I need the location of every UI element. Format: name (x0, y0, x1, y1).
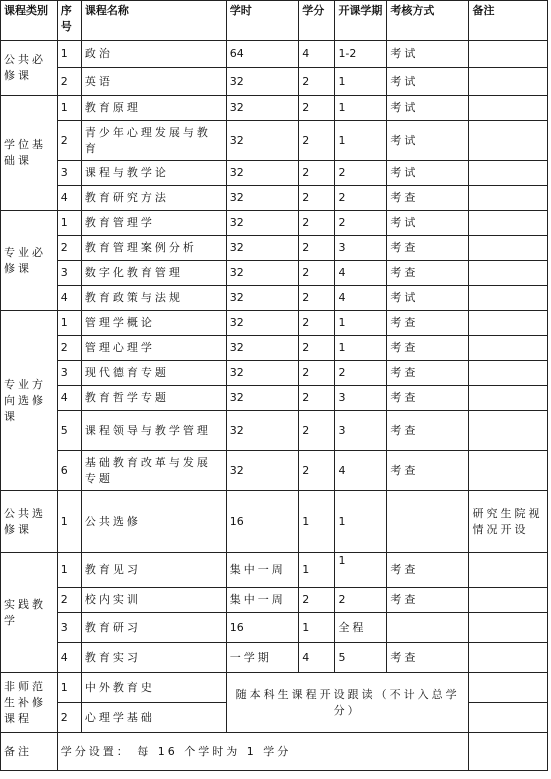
table-row (1, 336, 548, 361)
cell-term: 4 (335, 261, 387, 286)
cell-no: 1 (57, 211, 81, 236)
table-row (1, 236, 548, 261)
cell-credit: 1 (299, 613, 335, 643)
cell-term: 2 (335, 588, 387, 613)
header-note: 备注 (469, 1, 548, 41)
cell-note: 研究生院视情况开设 (469, 491, 548, 553)
cell-exam: 考查 (387, 386, 469, 411)
cell-hours: 32 (226, 451, 298, 491)
cell-exam: 考查 (387, 588, 469, 613)
cell-term: 1 (335, 553, 387, 588)
cell-note (469, 311, 548, 336)
cell-term: 4 (335, 451, 387, 491)
cell-hours: 32 (226, 386, 298, 411)
table-row (1, 161, 548, 186)
cell-name: 管理心理学 (81, 336, 226, 361)
cell-exam: 考查 (387, 451, 469, 491)
cell-exam (387, 613, 469, 643)
category-cell: 实践教学 (1, 553, 58, 673)
cell-credit: 2 (299, 161, 335, 186)
category-cell: 专业必修课 (1, 211, 58, 311)
category-cell: 公共必修课 (1, 41, 58, 96)
cell-term: 1 (335, 491, 387, 553)
cell-hours: 32 (226, 336, 298, 361)
cell-note (469, 236, 548, 261)
cell-term: 2 (335, 161, 387, 186)
cell-term: 1-2 (335, 41, 387, 68)
cell-note (469, 41, 548, 68)
header-exam: 考核方式 (387, 1, 469, 41)
cell-hours: 32 (226, 161, 298, 186)
header-credit: 学分 (299, 1, 335, 41)
cell-hours: 集中一周 (226, 588, 298, 613)
cell-exam: 考试 (387, 96, 469, 121)
cell-exam: 考查 (387, 361, 469, 386)
table-row (1, 261, 548, 286)
cell-credit: 2 (299, 311, 335, 336)
cell-hours: 32 (226, 286, 298, 311)
cell-name: 心理学基础 (81, 703, 226, 733)
cell-no: 2 (57, 703, 81, 733)
cell-exam: 考试 (387, 121, 469, 161)
category-cell: 专业方向选修课 (1, 311, 58, 491)
cell-no: 1 (57, 311, 81, 336)
cell-no: 4 (57, 286, 81, 311)
cell-name: 课程与教学论 (81, 161, 226, 186)
cell-name: 政治 (81, 41, 226, 68)
table-row (1, 121, 548, 161)
table-row (1, 673, 548, 703)
cell-credit: 2 (299, 286, 335, 311)
table-row (1, 286, 548, 311)
cell-no: 6 (57, 451, 81, 491)
cell-exam: 考查 (387, 643, 469, 673)
cell-exam: 考查 (387, 553, 469, 588)
cell-name: 课程领导与教学管理 (81, 411, 226, 451)
category-cell: 学位基础课 (1, 96, 58, 211)
cell-name: 中外教育史 (81, 673, 226, 703)
cell-name: 教育见习 (81, 553, 226, 588)
table-row (1, 96, 548, 121)
cell-exam: 考查 (387, 336, 469, 361)
cell-note (469, 186, 548, 211)
cell-term: 2 (335, 211, 387, 236)
cell-credit: 1 (299, 491, 335, 553)
cell-exam: 考试 (387, 68, 469, 96)
cell-no: 1 (57, 553, 81, 588)
cell-note (469, 361, 548, 386)
table-row (1, 68, 548, 96)
table-row (1, 588, 548, 613)
cell-term: 1 (335, 121, 387, 161)
cell-credit: 4 (299, 643, 335, 673)
cell-exam: 考查 (387, 186, 469, 211)
cell-note (469, 613, 548, 643)
cell-hours: 32 (226, 186, 298, 211)
cell-exam: 考查 (387, 261, 469, 286)
cell-no: 1 (57, 491, 81, 553)
footer-text: 学分设置： 每 16 个学时为 1 学分 (57, 733, 469, 771)
cell-hours: 32 (226, 411, 298, 451)
cell-term: 1 (335, 96, 387, 121)
cell-hours: 一学期 (226, 643, 298, 673)
cell-exam: 考试 (387, 161, 469, 186)
cell-note (469, 121, 548, 161)
cell-note (469, 703, 548, 733)
cell-name: 英语 (81, 68, 226, 96)
cell-credit: 2 (299, 336, 335, 361)
cell-hours: 64 (226, 41, 298, 68)
cell-no: 1 (57, 673, 81, 703)
cell-credit: 4 (299, 41, 335, 68)
cell-note (469, 211, 548, 236)
cell-credit: 2 (299, 211, 335, 236)
cell-name: 现代德育专题 (81, 361, 226, 386)
cell-name: 数字化教育管理 (81, 261, 226, 286)
cell-term: 2 (335, 186, 387, 211)
cell-term: 2 (335, 361, 387, 386)
cell-term: 3 (335, 386, 387, 411)
cell-note (469, 451, 548, 491)
cell-hours: 32 (226, 361, 298, 386)
cell-term: 1 (335, 68, 387, 96)
header-row (1, 1, 548, 41)
cell-credit: 2 (299, 121, 335, 161)
header-term: 开课学期 (335, 1, 387, 41)
table-row (1, 411, 548, 451)
cell-hours: 32 (226, 121, 298, 161)
cell-name: 管理学概论 (81, 311, 226, 336)
cell-no: 3 (57, 613, 81, 643)
cell-term: 全程 (335, 613, 387, 643)
cell-no: 2 (57, 121, 81, 161)
cell-no: 1 (57, 96, 81, 121)
cell-exam: 考试 (387, 286, 469, 311)
cell-no: 4 (57, 643, 81, 673)
table-row (1, 491, 548, 553)
cell-no: 3 (57, 261, 81, 286)
cell-term: 3 (335, 236, 387, 261)
cell-credit: 2 (299, 96, 335, 121)
cell-term: 1 (335, 311, 387, 336)
cell-credit: 2 (299, 451, 335, 491)
cell-hours: 16 (226, 613, 298, 643)
cell-credit: 2 (299, 411, 335, 451)
cell-name: 教育哲学专题 (81, 386, 226, 411)
cell-hours: 集中一周 (226, 553, 298, 588)
cell-exam: 考查 (387, 411, 469, 451)
cell-credit: 2 (299, 386, 335, 411)
cell-exam: 考查 (387, 236, 469, 261)
cell-note (469, 96, 548, 121)
cell-hours: 16 (226, 491, 298, 553)
table-row (1, 386, 548, 411)
cell-exam (387, 491, 469, 553)
cell-name: 教育管理学 (81, 211, 226, 236)
cell-name: 基础教育改革与发展专题 (81, 451, 226, 491)
cell-exam: 考试 (387, 41, 469, 68)
cell-hours: 32 (226, 211, 298, 236)
cell-name: 青少年心理发展与教育 (81, 121, 226, 161)
cell-note (469, 643, 548, 673)
table-row (1, 186, 548, 211)
cell-no: 2 (57, 588, 81, 613)
cell-hours: 32 (226, 261, 298, 286)
cell-no: 1 (57, 41, 81, 68)
cell-note (469, 336, 548, 361)
cell-name: 教育实习 (81, 643, 226, 673)
footer-row (1, 733, 548, 771)
cell-credit: 2 (299, 68, 335, 96)
header-no: 序号 (57, 1, 81, 41)
cell-note (469, 411, 548, 451)
merged-note-cell: 随本科生课程开设跟读（不计入总学分） (226, 673, 469, 733)
cell-name: 教育政策与法规 (81, 286, 226, 311)
cell-exam: 考试 (387, 211, 469, 236)
cell-hours: 32 (226, 68, 298, 96)
category-cell: 公共选修课 (1, 491, 58, 553)
table-row (1, 451, 548, 491)
cell-no: 2 (57, 336, 81, 361)
cell-no: 2 (57, 68, 81, 96)
cell-no: 4 (57, 186, 81, 211)
cell-term: 4 (335, 286, 387, 311)
cell-credit: 2 (299, 236, 335, 261)
cell-note (469, 261, 548, 286)
cell-credit: 2 (299, 588, 335, 613)
header-category: 课程类别 (1, 1, 58, 41)
table-row (1, 553, 548, 588)
cell-name: 教育原理 (81, 96, 226, 121)
cell-credit: 1 (299, 553, 335, 588)
cell-note (469, 553, 548, 588)
cell-term: 1 (335, 336, 387, 361)
cell-name: 教育管理案例分析 (81, 236, 226, 261)
table-row (1, 613, 548, 643)
cell-no: 5 (57, 411, 81, 451)
cell-note (469, 673, 548, 703)
table-row (1, 311, 548, 336)
cell-note (469, 68, 548, 96)
cell-no: 3 (57, 361, 81, 386)
table-row (1, 41, 548, 68)
cell-hours: 32 (226, 311, 298, 336)
cell-term: 3 (335, 411, 387, 451)
cell-term: 5 (335, 643, 387, 673)
cell-no: 2 (57, 236, 81, 261)
cell-credit: 2 (299, 186, 335, 211)
cell-credit: 2 (299, 261, 335, 286)
cell-name: 教育研习 (81, 613, 226, 643)
table-row (1, 361, 548, 386)
cell-no: 4 (57, 386, 81, 411)
cell-note (469, 733, 548, 771)
cell-note (469, 286, 548, 311)
category-cell: 非师范生补修课程 (1, 673, 58, 733)
cell-note (469, 588, 548, 613)
footer-label: 备注 (1, 733, 58, 771)
cell-hours: 32 (226, 236, 298, 261)
cell-note (469, 161, 548, 186)
table-row (1, 211, 548, 236)
cell-no: 3 (57, 161, 81, 186)
header-name: 课程名称 (81, 1, 226, 41)
cell-name: 教育研究方法 (81, 186, 226, 211)
cell-note (469, 386, 548, 411)
table-row (1, 643, 548, 673)
header-hours: 学时 (226, 1, 298, 41)
cell-name: 校内实训 (81, 588, 226, 613)
cell-hours: 32 (226, 96, 298, 121)
cell-exam: 考查 (387, 311, 469, 336)
cell-name: 公共选修 (81, 491, 226, 553)
cell-credit: 2 (299, 361, 335, 386)
